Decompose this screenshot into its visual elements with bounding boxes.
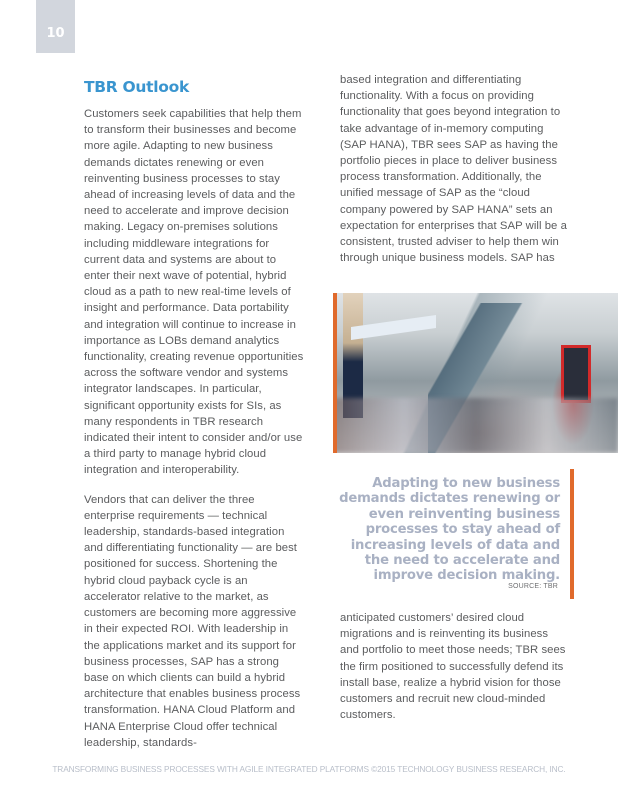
pull-quote-source: SOURCE: TBR: [508, 583, 558, 590]
left-column: [84, 76, 304, 751]
right-column-lower: [340, 610, 568, 723]
right-column-upper: [340, 72, 568, 266]
body-paragraph: Customers seek capabilities that help them to transform their businesses and become more agile. Adapting to new business demands dictates renewing or even reinventing business processes to stay ahead of increasing levels of data and the need to accelerate and improve decision making. Legacy on-premises solutions including middleware integrations for current data and systems are about to enter their next wave of potential, hybrid cloud as a path to new real-time levels of insight and performance. Data portability and integration will continue to increase in importance as LOBs demand analytics functionality, creating revenue opportunities across the software vendor and systems integrator landscapes. In particular, significant opportunity exists for SIs, as many respondents in TBR research indicated their intent to consider and/or use a third party to manage hybrid cloud integration and interoperability.: [84, 108, 304, 477]
pull-quote: Adapting to new business demands dictates renewing or even reinventing business processes to stay ahead of increasing levels of data and the need to accelerate and improve decision making.: [339, 476, 560, 584]
body-paragraph: based integration and differentiating functionality. With a focus on providing functionality that goes beyond integration to take advantage of in-memory computing (SAP HANA), TBR sees SAP as having the portfolio pieces in place to deliver business process transformation. Additionally, the unified message of SAP as the “cloud company powered by SAP HANA” sets an expectation for enterprises that SAP will be a consistent, trusted adviser to help them win through unique business models. SAP has: [340, 74, 567, 265]
section-title: TBR Outlook: [84, 78, 189, 96]
body-paragraph: anticipated customers’ desired cloud migrations and is reinventing its business and portfolio to meet those needs; TBR sees the firm positioned to successfully defend its install base, realize a hybrid vision for those customers and recruit new cloud-minded customers.: [340, 612, 566, 722]
photo-crowd: [333, 398, 618, 453]
photo-sign: [351, 315, 436, 340]
page-number: 10: [46, 26, 65, 41]
pull-quote-accent-bar: [570, 469, 574, 599]
page-number-tab: [36, 0, 75, 53]
photo-departure-board: [561, 345, 591, 403]
station-crowd-photo: [333, 293, 618, 453]
photo-accent-bar: [333, 293, 337, 453]
page-footer: TRANSFORMING BUSINESS PROCESSES WITH AGILE INTEGRATED PLATFORMS ©2015 TECHNOLOGY BUSINESS RESEARCH, INC.: [52, 764, 566, 774]
body-paragraph: Vendors that can deliver the three enterprise requirements — technical leadership, standards-based integration and differentiating functionality — are best positioned for success. Shortening the hybrid cloud payback cycle is an accelerator relative to the market, as customers are becoming more aggressive in their expected ROI. With leadership in the applications market and its support for business processes, SAP has a strong base on which clients can build a hybrid architecture that enables business process transformation. HANA Cloud Platform and HANA Enterprise Cloud offer technical leadership, standards-: [84, 493, 301, 749]
